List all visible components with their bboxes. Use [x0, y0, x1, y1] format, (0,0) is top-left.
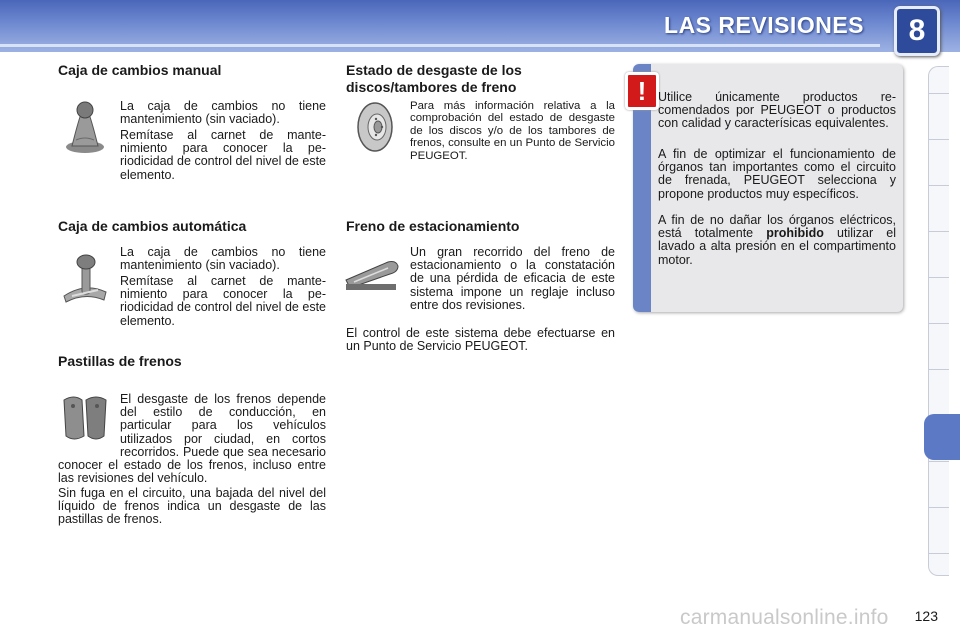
parking-brake-text-2: El control de este sistema debe efectuarse en un Punto de Servicio PEUGEOT.	[346, 326, 615, 354]
brake-pads-text-1: El desgaste de los frenos depende del estilo de conducción, en particular para los vehículos utilizados por ciudad, en cortos recorridos. Puede que sea necesario conocer el estado de los frenos, incluso entre las revisiones del vehículo.	[58, 392, 326, 486]
manual-gear-lever-icon	[62, 100, 108, 154]
brake-disc-icon	[352, 100, 398, 154]
tab-divider	[929, 369, 949, 370]
section-title-automatic-gearbox: Caja de cambios automática	[58, 218, 247, 234]
notice-text-2: A fin de optimizar el funcionamiento de órganos tan importantes como el circuito de frenada, PEUGEOT selecciona y propone productos muy específicos.	[658, 147, 896, 201]
page-number: 123	[914, 608, 938, 624]
warning-icon: !	[625, 72, 659, 110]
tab-divider	[929, 507, 949, 508]
automatic-gear-selector-icon	[60, 252, 110, 304]
manual-gearbox-text-2: Remítase al carnet de mantenimiento para conocer la periodicidad de control del nivel de este elemento.	[120, 128, 326, 182]
tab-divider	[929, 323, 949, 324]
brake-discs-text: Para más información relativa a la comprobación del estado de desgaste de los discos y/o de los tambores de frenos, consulte en un Punto de Servicio PEUGEOT.	[410, 100, 615, 162]
watermark: carmanualsonline.info	[680, 606, 889, 629]
notice-text-3-emphasis: prohibido	[766, 226, 824, 241]
tab-divider	[929, 185, 949, 186]
parking-brake-lever-icon	[344, 254, 402, 294]
active-chapter-tab[interactable]	[924, 414, 960, 460]
page-header	[0, 0, 960, 52]
section-title-brake-discs	[346, 62, 522, 96]
chapter-tabs	[928, 66, 949, 576]
section-title-manual-gearbox: Caja de cambios manual	[58, 62, 222, 78]
brake-discs-title-line-1: Estado de desgaste de los	[346, 62, 522, 78]
tab-divider	[929, 553, 949, 554]
tab-divider	[929, 139, 949, 140]
chapter-number-badge: 8	[894, 6, 940, 56]
brake-pads-text-2: Sin fuga en el circuito, una bajada del nivel del líquido de frenos indica un desgaste de las pastillas de frenos.	[58, 486, 326, 527]
page-title: LAS REVISIONES	[664, 12, 864, 38]
section-title-brake-pads: Pastillas de frenos	[58, 353, 182, 369]
parking-brake-text-1: Un gran recorrido del freno de estacionamiento o la constatación de una pérdida de eficacia de este sistema impone un reglaje incluso entre dos revisiones.	[410, 245, 615, 312]
tab-divider	[929, 93, 949, 94]
brake-pads-text-1a	[58, 393, 326, 485]
tab-divider	[929, 231, 949, 232]
notice-text-1: Utilice únicamente productos recomendados por PEUGEOT o productos con calidad y caracterísicas equivalentes.	[658, 90, 896, 131]
brake-discs-title-line-2: discos/tambores de freno	[346, 79, 517, 95]
notice-text-3	[658, 214, 896, 267]
tab-divider	[929, 277, 949, 278]
notice-text-3-prefix: A fin de no dañar los órganos eléctricos, está totalmente	[658, 213, 896, 241]
tab-divider	[929, 461, 949, 462]
icon-spacer	[58, 393, 120, 459]
header-divider	[0, 44, 880, 47]
section-title-parking-brake: Freno de estacionamiento	[346, 218, 520, 234]
manual-gearbox-text-1: La caja de cambios no tiene mantenimiento (sin vaciado).	[120, 99, 326, 127]
automatic-gearbox-text-2: Remítase al carnet de mantenimiento para conocer la periodicidad de control del nivel de este elemento.	[120, 274, 326, 328]
notice-text-3-suffix: utilizar el lavado a alta presión en el compartimento motor.	[658, 226, 896, 267]
automatic-gearbox-text-1: La caja de cambios no tiene mantenimiento (sin vaciado).	[120, 245, 326, 273]
